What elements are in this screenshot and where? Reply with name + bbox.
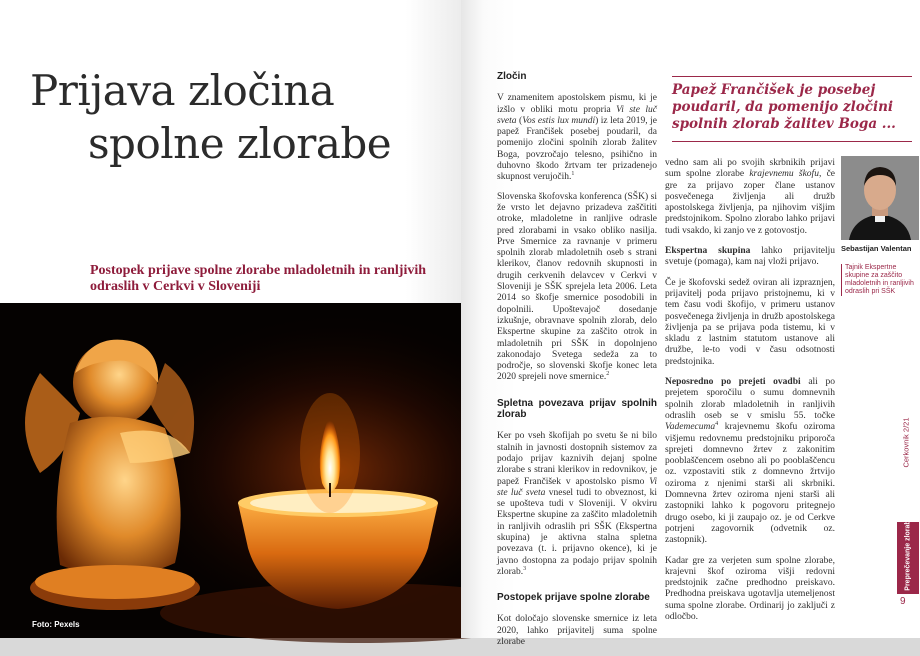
text-column-1: [497, 71, 657, 656]
paragraph: Ker po vseh škofijah po svetu še ni bilo stalnih in javnosti dostopnih sistemov za podajo prijav kaznivih dejanj spolne zlorabe s strani klerikov in redovnikov, je papež Frančišek v apostolsko pismo Vi ste luč sveta vnesel tudi to obveznost, ki se upošteva tudi v Sloveniji. V okviru Ekspertne skupine za zaščito mladoletnih in ranljivih odraslih pri SŠK (Ekspertna skupina) je aktivna stalna spletna povezava (t. i. prijavno okence), ki je javno dostopna za podajo prijav spolnih zlorab.$^3$: [497, 431, 657, 577]
magazine-name: Cerkovnik: [901, 434, 911, 468]
heading-postopek: Postopek prijave spolne zlorabe: [497, 592, 650, 604]
issue-number: 2/21: [901, 417, 911, 433]
paragraph: Kot določajo slovenske smernice iz leta 2020, lahko prijavitelj suma spolne zlorabe: [497, 614, 657, 648]
section-label: Preprečevanje zlorab: [904, 520, 912, 591]
pull-quote: Papež Frančišek je posebej poudaril, da pomenijo zločini spolnih zlorab žalitev Boga ...: [672, 76, 912, 142]
paragraph: Neposredno po prejeti ovadbi ali po prejetem sporočilu o sumu domnevnih spolnih zlorab mladoletnih in ranljivih odraslih oseb se v smislu 55. točke Vademecuma$^4$ krajevnemu škofu oziroma višjemu redovnemu predstojniku priporoča sprejeti domnevno žrtev z zakonitim pooblaščencem osebno ali po pooblaščencu oz. vzpostaviti stik z domnevno žrtvijo oziroma z njenimi starši ali skrbniki. Domnevna žrtev oziroma njeni starši ali zastopniki lahko k pogovoru pritegnejo drugo osebo, ki ji zaupajo oz. je od Cerkve potrjeni zagovornik (odvetnik oz. zastopnik).: [665, 377, 835, 546]
heading-zlocin: Zločin: [497, 71, 527, 82]
text-column-2: [665, 158, 835, 632]
paragraph: V znamenitem apostolskem pismu, ki je izšlo v obliki motu propria Vi ste luč sveta (Vos estis lux mundi) iz leta 2019, je papež Frančišek posebej poudaril, da pomenijo zločini spolnih zlorab žalitev Boga, povzročajo telesno, psihično in duhovno škodo žrtvam ter prizadenejo skupnost verujočih.$^1$: [497, 93, 657, 183]
right-page: [461, 0, 920, 648]
section-tab: [897, 522, 919, 594]
paragraph: Ekspertna skupina lahko prijavitelju svetuje (pomaga), kam naj vloži prijavo.: [665, 246, 835, 268]
footnote-ref: 4: [715, 421, 719, 428]
article-subtitle: Postopek prijave spolne zlorabe mladoletnih in ranljivih odraslih v Cerkvi v Sloveniji: [90, 263, 427, 294]
article-title: [30, 64, 460, 170]
footnote-ref: 2: [606, 371, 610, 378]
paragraph: Kadar gre za verjeten sum spolne zlorabe, krajevni škof oziroma višji redovni predstojnik začne predhodno preiskavo. Predhodna preiskava ugotavlja utemeljenost suma spolne zlorabe. Ordinarij jo zaključi z odločbo.: [665, 555, 835, 622]
author-name: Sebastijan Valentan: [841, 244, 912, 253]
footnote-ref: 3: [523, 565, 527, 572]
paragraph: vedno sam ali po svojih skrbnikih prijavi sum spolne zlorabe krajevnemu škofu, če gre za prijavo zoper člane ustanov posvečenega življenja ali družb apostolskega življenja, pa njihovim višjim predstojnikom. Spolno zlorabo lahko prijavi tudi vsakdo, ki zanjo ve z gotovostjo.: [665, 158, 836, 236]
page-number: 9: [900, 596, 906, 607]
left-page: [0, 0, 461, 638]
title-line-1: Prijava zločina: [30, 66, 335, 115]
heading-spletna-povezava: Spletna povezava prijav spolnih zlorab: [497, 397, 657, 421]
footnote-ref: 1: [571, 171, 575, 178]
paragraph: Če je škofovski sedež oviran ali izpraznjen, prijavitelj poda prijavo pristojnemu, ki v tem času vodi škofijo, v primeru ustanov posvečenega življenja in družb apostolskega življenja pa se prijava poda tistemu, ki v skladu z lastnim statutom ustanove ali družbe, le-to vodi v času odsotnosti predstojnika.: [665, 277, 835, 367]
title-line-2: spolne zlorabe: [88, 119, 392, 168]
photo-credit: Foto: Pexels: [32, 620, 80, 629]
author-role: Tajnik Ekspertne skupine za zaščito mladoletnih in ranljivih odraslih pri SŠK: [841, 264, 919, 296]
author-portrait: [841, 156, 919, 240]
magazine-issue-label: [893, 382, 917, 512]
angel-candle-photo: [0, 303, 470, 638]
paragraph: Slovenska škofovska konferenca (SŠK) si že vrsto let dejavno prizadeva zaščititi otroke, mladoletne in ranljive odrasle pred zlorabami in vsako obliko nasilja. Prve Smernice za ravnanje v primeru spolnih zlorab mladoletnih oseb s strani klerikov, članov redovnih skupnosti in drugih cerkvenih delavcev v Cerkvi v Sloveniji je SŠK sprejela leta 2006. Leta 2014 so škofje smernice posodobili in dopolnili. Upoštevajoč dosedanje izkušnje, obravnave spolnih zlorab, delo Ekspertne skupine za zaščito otrok in mladoletnih pri SŠK in dopolnjeno zakonodajo Svetega sedeža za to področje, so slovenski škofje konec leta 2020 sprejeli nove smernice.$^2$: [497, 191, 657, 383]
